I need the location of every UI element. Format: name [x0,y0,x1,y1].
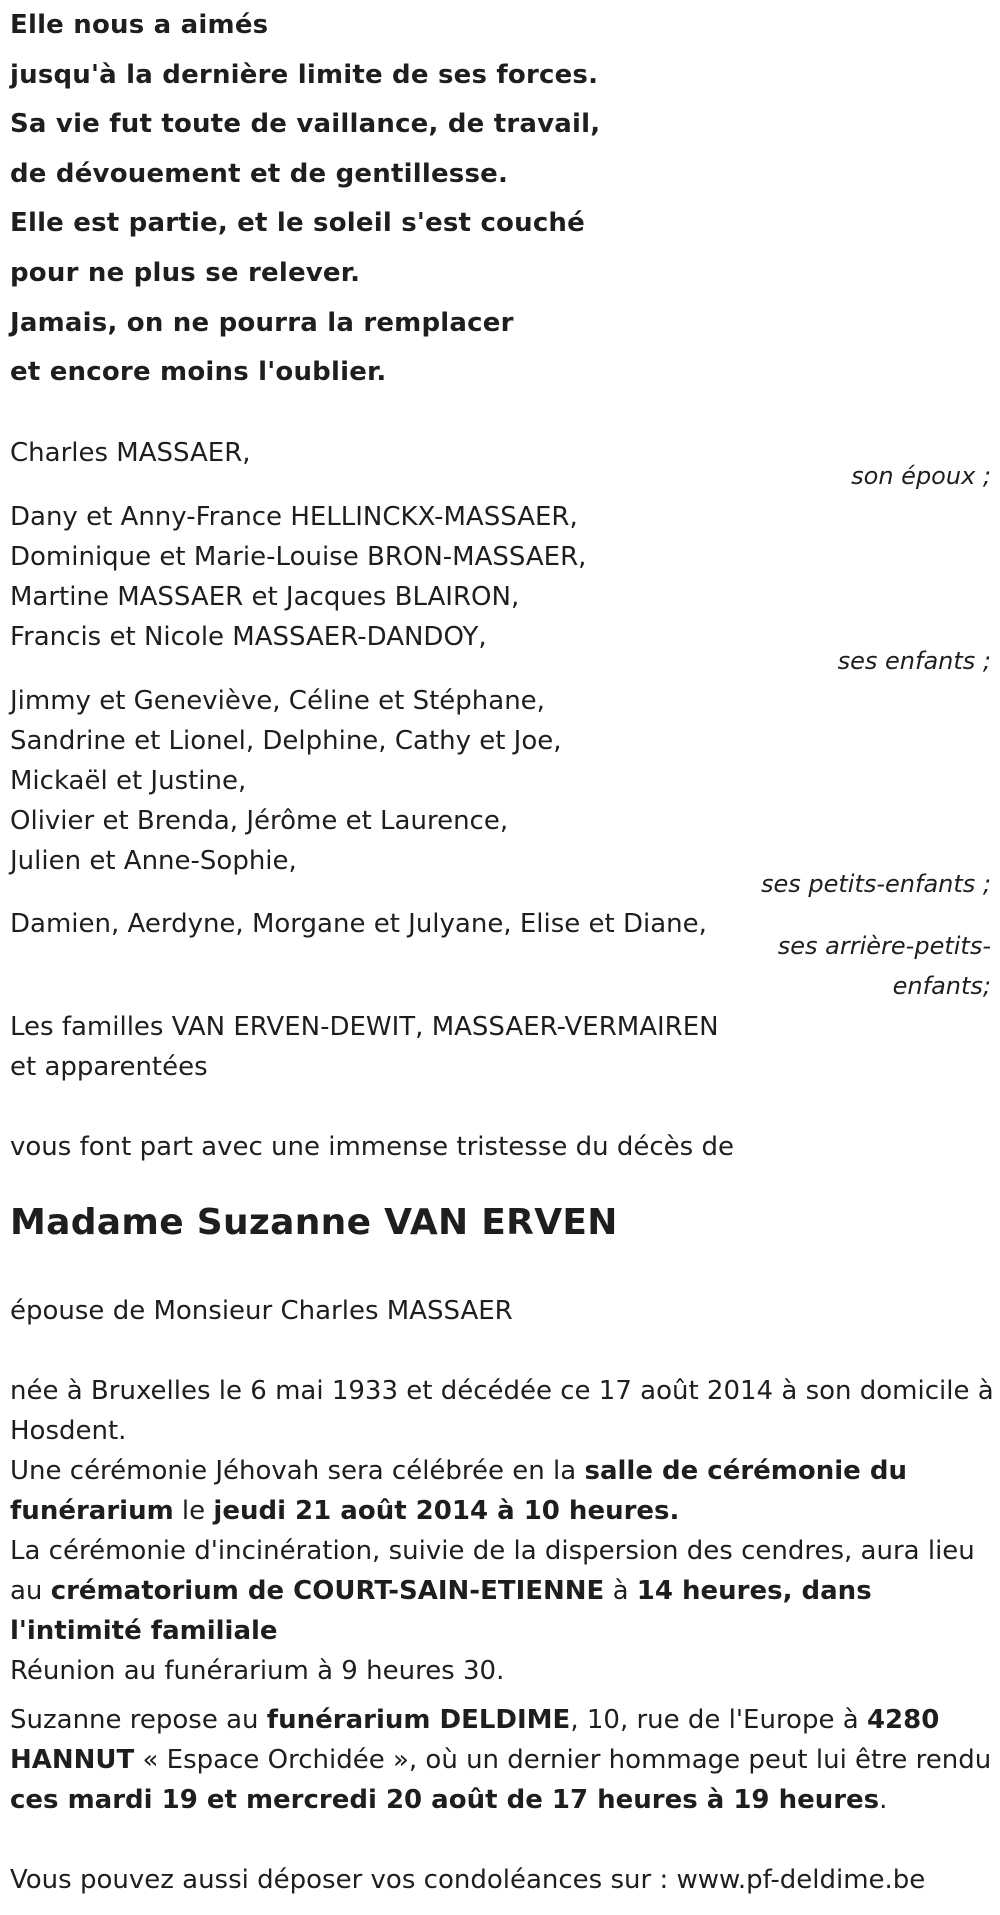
great-grandchildren-role-line: ses arrière-petits- [777,932,991,960]
child-name: Dominique et Marie-Louise BRON-MASSAER, [10,542,587,572]
poem-line: pour ne plus se relever. [10,257,361,288]
repose-text: « Espace Orchidée », où un dernier hommage peut lui être rendu [134,1745,992,1775]
poem-line: Sa vie fut toute de vaillance, de travail, [10,109,601,140]
spouse-role: son époux ; [851,462,991,490]
grandchild-name: Jimmy et Geneviève, Céline et Stéphane, [10,686,545,716]
child-name: Dany et Anny-France HELLINCKX-MASSAER, [10,502,578,532]
poem-line: Elle est partie, et le soleil s'est couché [10,208,585,239]
great-grandchild-names: Damien, Aerdyne, Morgane et Julyane, Elise et Diane, [10,909,707,939]
repose-info [10,1700,995,1820]
poem-line: et encore moins l'oublier. [10,357,387,388]
ceremony-date: jeudi 21 août 2014 à 10 heures. [213,1496,680,1526]
deceased-spouse-line: épouse de Monsieur Charles MASSAER [10,1296,513,1326]
grandchild-name: Julien et Anne-Sophie, [10,846,297,876]
child-name: Martine MASSAER et Jacques BLAIRON, [10,582,520,612]
cremation-info [10,1531,995,1651]
grandchildren-role: ses petits-enfants ; [760,870,991,898]
ceremony-info [10,1451,995,1531]
great-grandchildren-role-line: enfants; [892,972,991,1000]
deceased-name: Madame Suzanne VAN ERVEN [10,1202,618,1243]
crematorium-name: crématorium de COURT-SAIN-ETIENNE [50,1576,605,1606]
birth-death-info: née à Bruxelles le 6 mai 1933 et décédée ce 17 août 2014 à son domicile à Hosdent. [10,1376,994,1446]
reunion-info: Réunion au funérarium à 9 heures 30. [10,1656,505,1686]
condolences-info: Vous pouvez aussi déposer vos condoléances sur : www.pf-deldime.be [10,1865,926,1895]
ceremony-venue: salle de cérémonie du funérarium [10,1456,907,1526]
repose-text: Suzanne repose au [10,1705,267,1735]
repose-text: , 10, rue de l'Europe à [570,1705,867,1735]
poem-line: Elle nous a aimés [10,10,269,40]
poem-line: Jamais, on ne pourra la remplacer [10,307,514,338]
postal-city: 4280 HANNUT [10,1705,940,1775]
grandchild-name: Sandrine et Lionel, Delphine, Cathy et Joe, [10,726,562,756]
cremation-text: à [604,1576,637,1606]
children-role: ses enfants ; [837,647,991,675]
poem-line: de dévouement et de gentillesse. [10,158,509,189]
child-name: Francis et Nicole MASSAER-DANDOY, [10,622,487,652]
grandchild-name: Olivier et Brenda, Jérôme et Laurence, [10,806,509,836]
funeral-home: funérarium DELDIME [266,1705,571,1735]
announcement: vous font part avec une immense tristesse du décès de [10,1132,734,1162]
repose-text: . [879,1785,888,1815]
poem [10,4,730,401]
ceremony-text: Une cérémonie Jéhovah sera célébrée en la [10,1456,585,1486]
families-line: Les familles VAN ERVEN-DEWIT, MASSAER-VERMAIREN [10,1012,719,1042]
poem-line: jusqu'à la dernière limite de ses forces. [10,59,599,90]
families-line: et apparentées [10,1052,208,1082]
ceremony-text: le [173,1496,214,1526]
great-grandchildren-role [731,926,991,1006]
spouse-name: Charles MASSAER, [10,438,251,468]
grandchild-name: Mickaël et Justine, [10,766,247,796]
visiting-hours: ces mardi 19 et mercredi 20 août de 17 heures à 19 heures [10,1785,880,1815]
cremation-time: 14 heures, dans l'intimité familiale [10,1576,872,1646]
cremation-text: La cérémonie d'incinération, suivie de la dispersion des cendres, aura lieu au [10,1536,975,1606]
